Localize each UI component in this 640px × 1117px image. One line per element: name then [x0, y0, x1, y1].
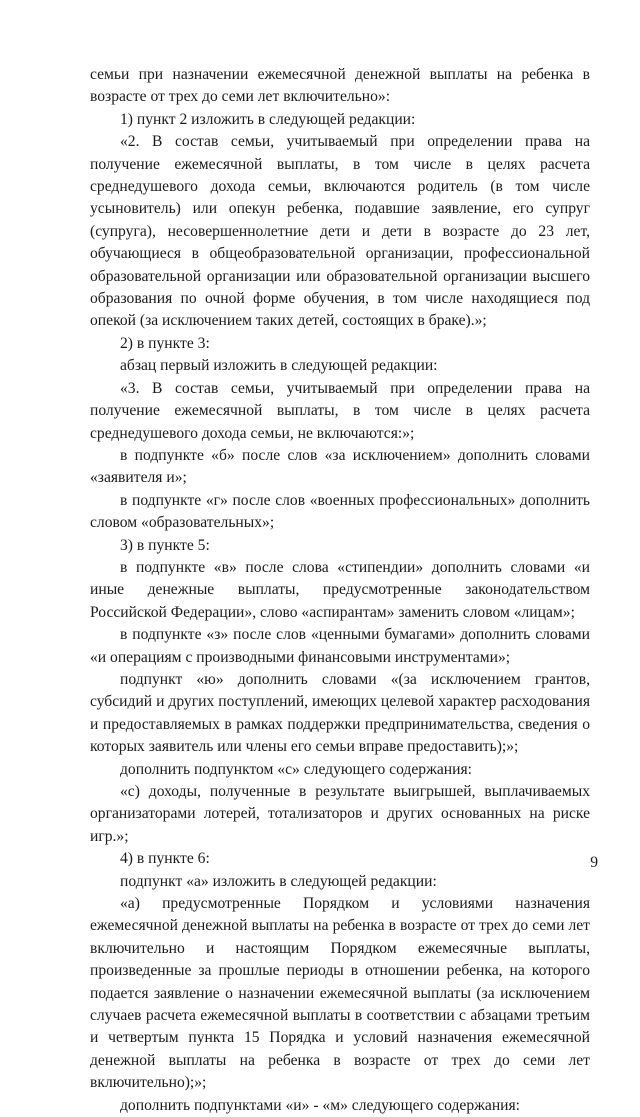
paragraph: семьи при назначении ежемесячной денежной выплаты на ребенка в возрасте от трех до семи лет включительно»: [90, 66, 590, 106]
paragraph: 3) в пункте 5: [120, 536, 210, 554]
paragraph: «2. В состав семьи, учитываемый при определении права на получение ежемесячной выплаты, в том числе в целях расчета среднедушевого дохода семьи, включаются родитель (в том числе усыновитель) или опекун ребенка, подавшие заявление, его супруг (супруга), несовершеннолетние дети и дети в возрасте до 23 лет, обучающиеся в общеобразовательной организации, профессиональной образовательной организации или образовательной организации высшего образования по очной форме обучения, в том числе находящиеся под опекой (за исключением таких детей, состоящих в браке).»; [90, 133, 590, 330]
paragraph: абзац первый изложить в следующей редакции: [120, 357, 438, 375]
paragraph: подпункт «ю» дополнить словами «(за исключением грантов, субсидий и других поступлений, имеющих целевой характер расходования и предоставляемых в рамках поддержки предпринимательства, сведения о которых заявитель или члены его семьи вправе предоставить);»; [90, 670, 590, 756]
paragraph: «с) доходы, полученные в результате выигрышей, выплачиваемых организаторами лотерей, тотализаторов и других основанных на риске игр.»; [90, 783, 590, 845]
paragraph: «а) предусмотренные Порядком и условиями назначения ежемесячной денежной выплаты на ребенка в возрасте от трех до семи лет включительно и настоящим Порядком ежемесячные выплаты, произведенные за прошлые периоды в отношении ребенка, на которого подается заявление о назначении ежемесячной выплаты (за исключением случаев расчета ежемесячной выплаты в соответствии с абзацами третьим и четвертым пункта 15 Порядка и условий назначения ежемесячной денежной выплаты на ребенка в возрасте от трех до семи лет включительно);»; [90, 895, 590, 1092]
paragraph: 1) пункт 2 изложить в следующей редакции: [120, 110, 416, 128]
paragraph: в подпункте «в» после слова «стипендии» дополнить словами «и иные денежные выплаты, предусмотренные законодательством Российской Федерации», слово «аспирантам» заменить словом «лицам»; [90, 558, 590, 621]
paragraph: «3. В состав семьи, учитываемый при определении права на получение ежемесячной выплаты, в том числе в целях расчета среднедушевого дохода семьи, не включаются:»; [90, 379, 590, 442]
paragraph: дополнить подпунктом «с» следующего содержания: [120, 760, 472, 778]
paragraph: 2) в пункте 3: [120, 334, 210, 352]
page-number: 9 [590, 854, 598, 871]
paragraph: в подпункте «з» после слов «ценными бумагами» дополнить словами «и операциям с производными финансовыми инструментами»; [90, 626, 590, 666]
paragraph: подпункт «а» изложить в следующей редакции: [120, 872, 437, 890]
document-body [90, 64, 590, 1117]
paragraph: 4) в пункте 6: [120, 850, 210, 868]
paragraph: дополнить подпунктами «и» - «м» следующего содержания: [120, 1096, 521, 1114]
paragraph: в подпункте «б» после слов «за исключением» дополнить словами «заявителя и»; [90, 446, 590, 487]
paragraph: в подпункте «г» после слов «военных профессиональных» дополнить словом «образовательных»; [90, 491, 590, 532]
